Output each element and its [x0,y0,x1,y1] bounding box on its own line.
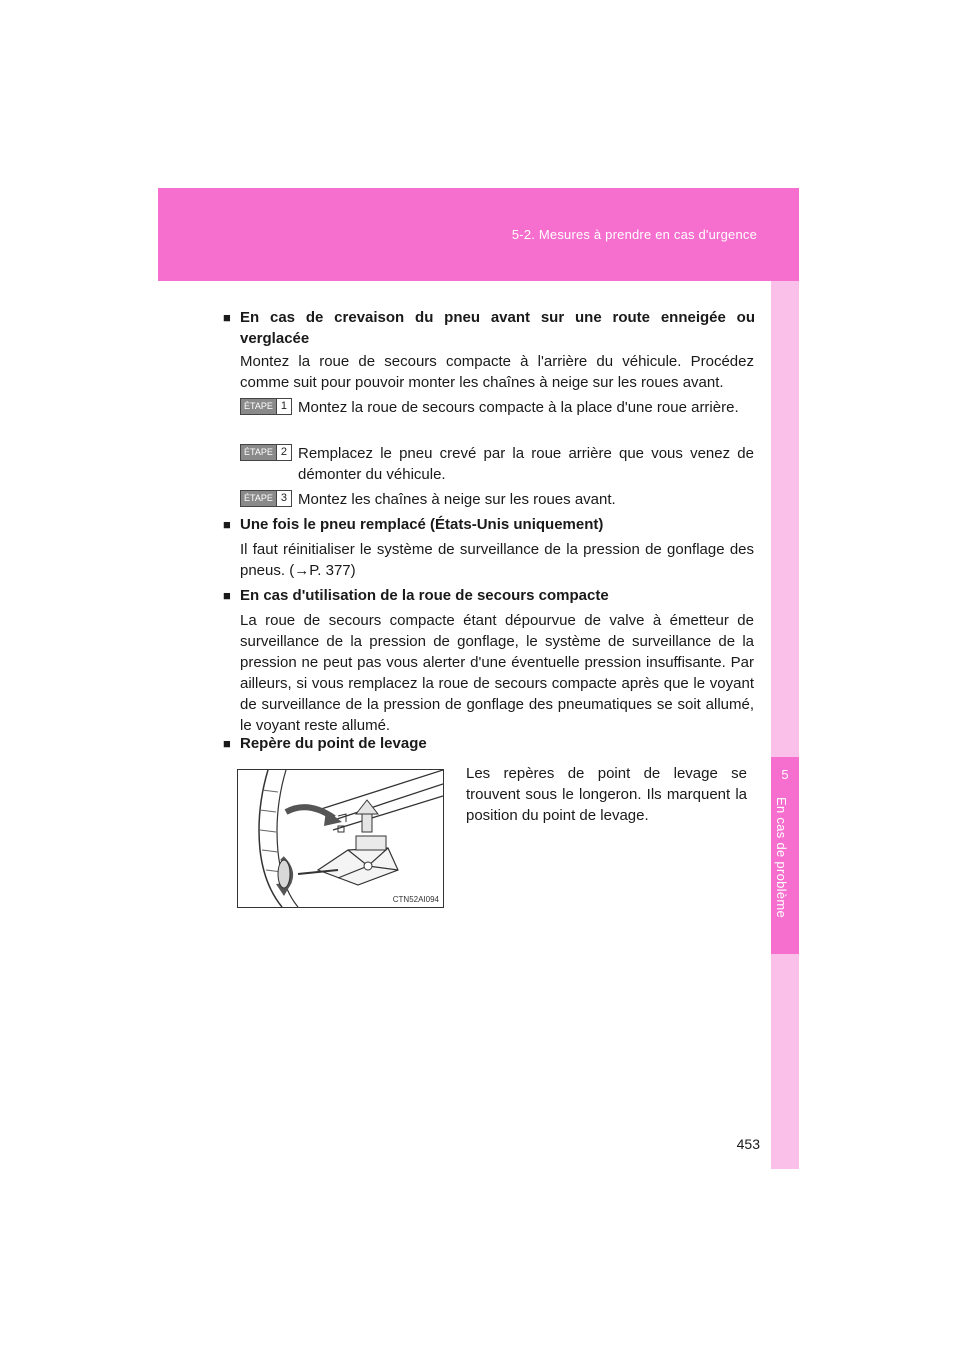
chapter-title: En cas de problème [774,797,789,919]
step-label: ÉTAPE [241,399,276,414]
paragraph-front-tire: Montez la roue de secours compacte à l'arrière du véhicule. Procédez comme suit pour pouvoir monter les chaînes à neige sur les roues avant. [240,353,754,391]
square-bullet-icon: ■ [223,588,231,603]
chapter-tab [771,757,799,954]
step-number: 2 [276,445,291,460]
header-band [158,188,799,281]
figure-caption: Les repères de point de levage se trouvent sous le longeron. Ils marquent la position du point de levage. [466,765,747,824]
paragraph-tpms-reset: Il faut réinitialiser le système de surveillance de la pression de gonflage des pneus. (→P. 377) [240,541,754,579]
page-number: 453 [736,1136,760,1152]
square-bullet-icon: ■ [223,736,231,751]
step-badge [240,490,292,507]
section-header-title: 5-2. Mesures à prendre en cas d'urgence [511,227,757,242]
step-label: ÉTAPE [241,491,276,506]
side-strip [771,281,799,1169]
step-1 [240,397,754,418]
square-bullet-icon: ■ [223,517,231,532]
chapter-number: 5 [781,767,789,782]
step-text: Montez les chaînes à neige sur les roues avant. [298,491,616,508]
step-label: ÉTAPE [241,445,276,460]
heading-front-tire-puncture [223,307,755,349]
heading-text: Une fois le pneu remplacé (États-Unis uniquement) [240,516,604,533]
step-badge [240,398,292,415]
step-2 [240,443,754,485]
heading-text: Repère du point de levage [240,735,427,752]
step-number: 1 [276,399,291,414]
square-bullet-icon: ■ [223,310,231,325]
heading-text: En cas d'utilisation de la roue de secours compacte [240,587,609,604]
step-number: 3 [276,491,291,506]
step-badge [240,444,292,461]
step-text: Montez la roue de secours compacte à la place d'une roue arrière. [298,399,739,416]
heading-jack-point [223,733,755,754]
heading-after-tire-replaced [223,514,755,535]
paragraph-compact-spare: La roue de secours compacte étant dépourvue de valve à émetteur de surveillance de la pression de gonflage, le système de surveillance de la pression ne peut pas vous alerter d'une éventuelle pression insuffisante. Par ailleurs, si vous remplacez la roue de secours compacte après que le voyant de surveillance de la pression de gonflage des pneumatiques se soit allumé, le voyant reste allumé. [240,612,754,734]
step-3 [240,489,754,510]
step-text: Remplacez le pneu crevé par la roue arrière que vous venez de démonter du véhicule. [298,445,754,483]
figure-code: CTN52AI094 [392,895,439,904]
heading-text: En cas de crevaison du pneu avant sur une route enneigée ou verglacée [240,309,755,347]
jack-illustration-svg [238,770,443,907]
heading-compact-spare-use [223,585,755,606]
jack-point-illustration [237,769,444,908]
